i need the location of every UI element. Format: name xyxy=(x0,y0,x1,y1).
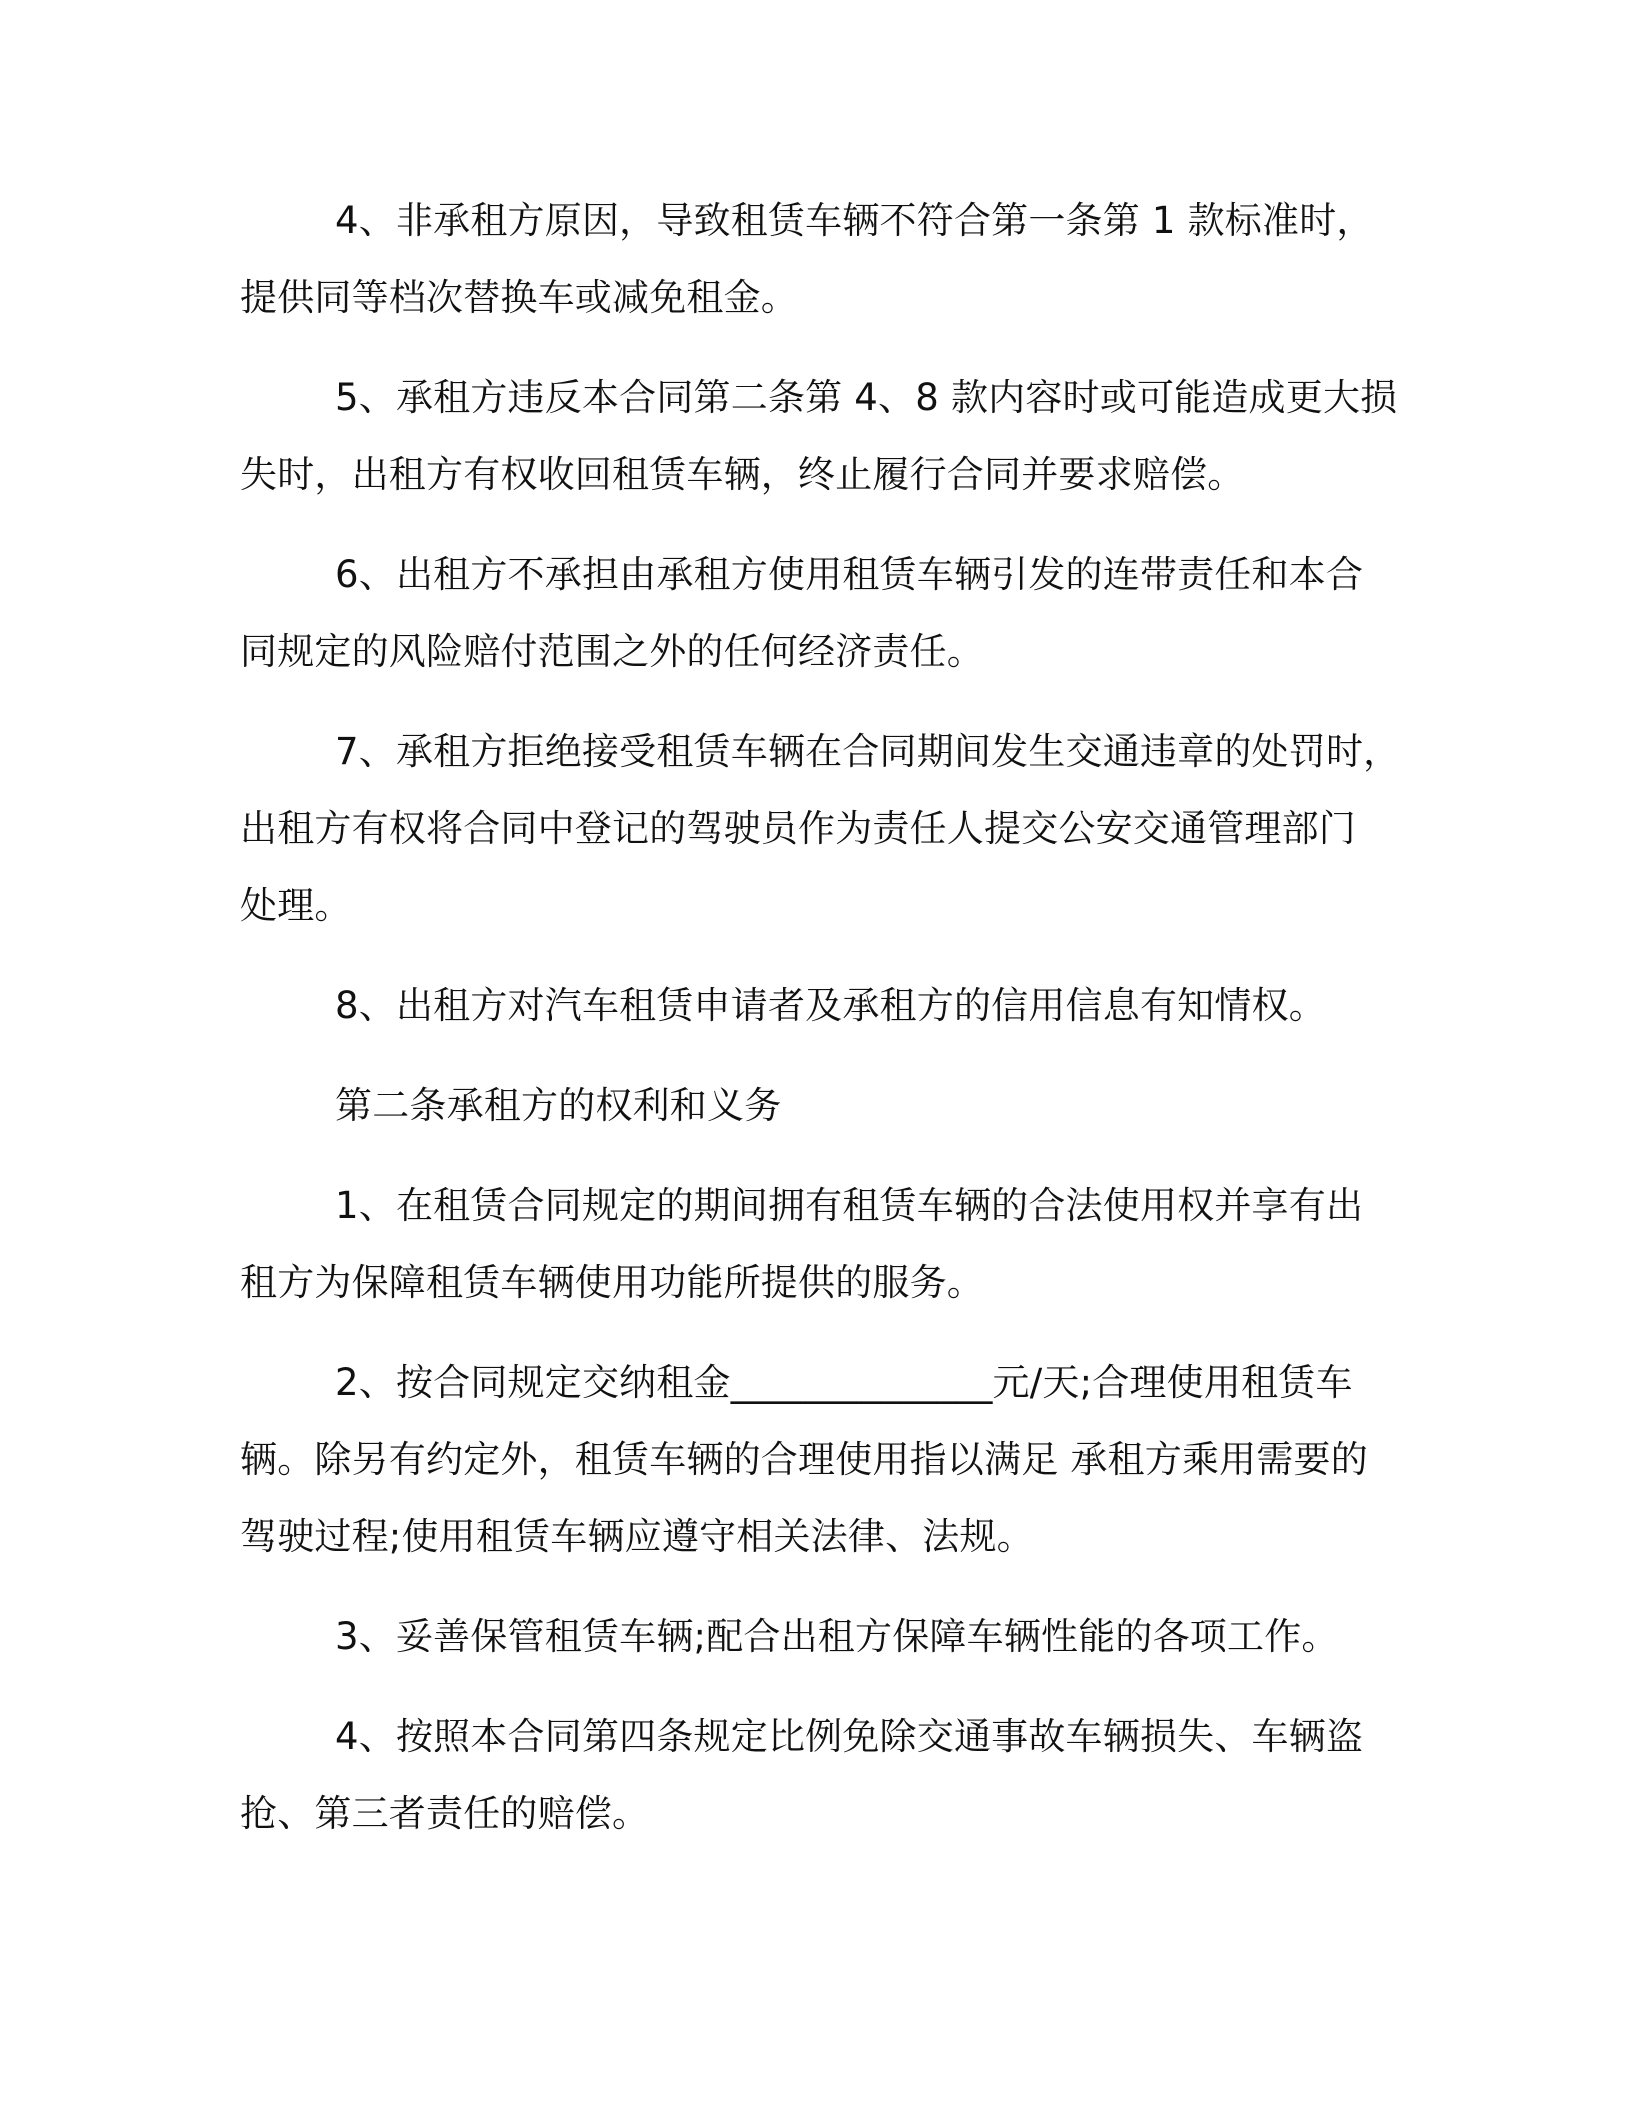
text-line: 同规定的风险赔付范围之外的任何经济责任。 xyxy=(240,630,984,673)
paragraph-lessee-item-2 xyxy=(240,1344,1432,1575)
text-line: 6、出租方不承担由承租方使用租赁车辆引发的连带责任和本合 xyxy=(335,553,1364,596)
paragraph-lessor-item-8 xyxy=(240,967,1432,1044)
paragraph-lessor-item-7 xyxy=(240,713,1432,944)
text-line: 1、在租赁合同规定的期间拥有租赁车辆的合法使用权并享有出 xyxy=(335,1184,1364,1227)
text-line: 租方为保障租赁车辆使用功能所提供的服务。 xyxy=(240,1261,984,1304)
paragraph-lessee-item-1 xyxy=(240,1167,1432,1321)
text-line: 4、按照本合同第四条规定比例免除交通事故车辆损失、车辆盗 xyxy=(335,1715,1364,1758)
text-line: 5、承租方违反本合同第二条第 4、8 款内容时或可能造成更大损 xyxy=(335,376,1398,419)
text-line: 提供同等档次替换车或减免租金。 xyxy=(240,276,798,319)
paragraph-lessor-item-5 xyxy=(240,359,1432,513)
text-line: 辆。除另有约定外，租赁车辆的合理使用指以满足 承租方乘用需要的 xyxy=(240,1438,1368,1481)
text-line: 4、非承租方原因，导致租赁车辆不符合第一条第 1 款标准时， xyxy=(335,199,1374,242)
text-line: 驾驶过程;使用租赁车辆应遵守相关法律、法规。 xyxy=(240,1515,1034,1558)
section-heading-text: 第二条承租方的权利和义务 xyxy=(335,1084,782,1127)
section-heading xyxy=(240,1067,1432,1144)
text-line: 抢、第三者责任的赔偿。 xyxy=(240,1792,650,1835)
text-line: 失时，出租方有权收回租赁车辆，终止履行合同并要求赔偿。 xyxy=(240,453,1245,496)
text-line: 7、承租方拒绝接受租赁车辆在合同期间发生交通违章的处罚时， xyxy=(335,730,1401,773)
paragraph-lessee-item-4 xyxy=(240,1698,1432,1852)
text-line: 出租方有权将合同中登记的驾驶员作为责任人提交公安交通管理部门 xyxy=(240,807,1356,850)
paragraph-lessee-item-3 xyxy=(240,1598,1432,1675)
text-line: 2、按合同规定交纳租金______________元/天;合理使用租赁车 xyxy=(335,1361,1353,1404)
paragraph-lessor-item-4 xyxy=(240,182,1432,336)
paragraph-lessor-item-6 xyxy=(240,536,1432,690)
text-line: 处理。 xyxy=(240,884,352,927)
text-line: 8、出租方对汽车租赁申请者及承租方的信用信息有知情权。 xyxy=(335,984,1326,1027)
text-line: 3、妥善保管租赁车辆;配合出租方保障车辆性能的各项工作。 xyxy=(335,1615,1339,1658)
